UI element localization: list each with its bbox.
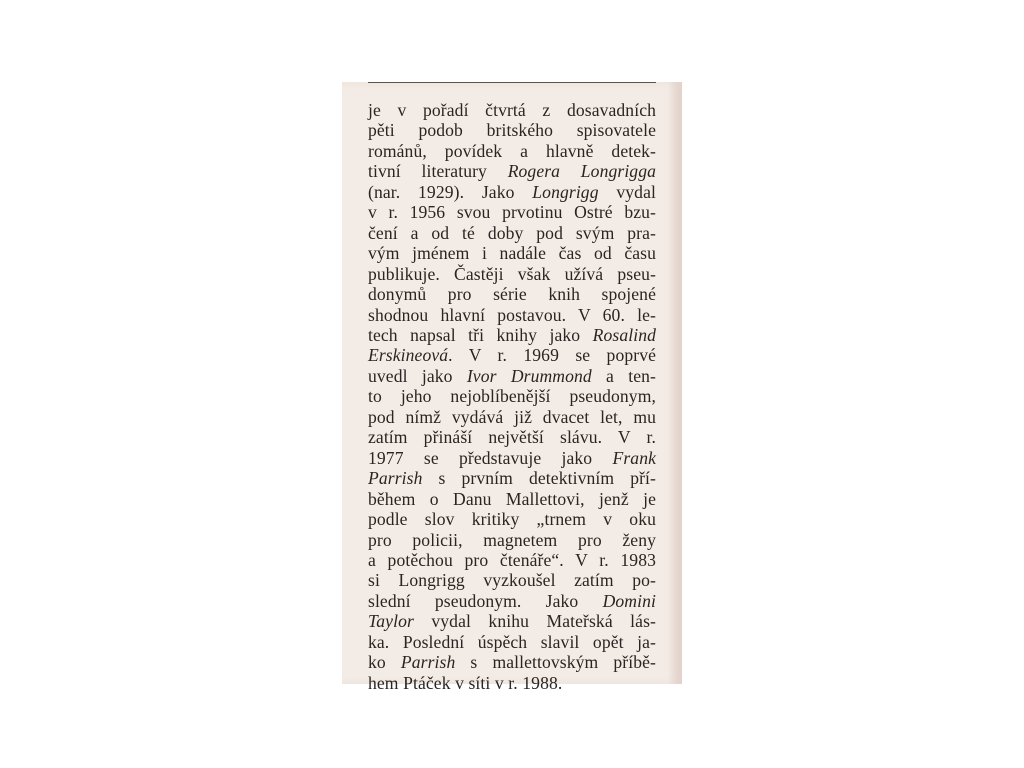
text-line: tech napsal tři knihy jako Rosalind [368,324,656,345]
text-line: hem Ptáček v síti v r. 1988. [368,672,563,693]
text-line: uvedl jako Ivor Drummond a ten- [368,365,656,386]
text-line: během o Danu Mallettovi, jenž je [368,488,656,509]
top-rule [368,82,656,83]
text-line: shodnou hlavní postavou. V 60. le- [368,304,656,325]
text-line: publikuje. Častěji však užívá pseu- [368,263,656,284]
text-line: tivní literatury Rogera Longrigga [368,161,656,182]
text-line: Parrish s prvním detektivním pří- [368,468,656,489]
text-line: 1977 se představuje jako Frank [368,447,656,468]
text-line: ko Parrish s mallettovským příbě- [368,652,656,673]
text-line: si Longrigg vyzkoušel zatím po- [368,570,656,591]
text-line: to jeho nejoblíbenější pseudonym, [368,386,656,407]
text-line: slední pseudonym. Jako Domini [368,590,656,611]
text-line: čení a od té doby pod svým pra- [368,222,656,243]
text-line: podle slov kritiky „trnem v oku [368,509,656,530]
text-line: vým jménem i nadále čas od času [368,243,656,264]
page-edge [668,82,682,684]
text-line: v r. 1956 svou prvotinu Ostré bzu- [368,202,656,223]
text-line: zatím přináší největší slávu. V r. [368,427,656,448]
text-line: donymů pro série knih spojené [368,284,656,305]
book-page [342,82,682,693]
text-line: Erskineová. V r. 1969 se poprvé [368,345,656,366]
text-line: (nar. 1929). Jako Longrigg vydal [368,181,656,202]
text-line: a potěchou pro čtenáře“. V r. 1983 [368,549,656,570]
text-line: Taylor vydal knihu Mateřská lás- [368,611,656,632]
text-line: románů, povídek a hlavně detek- [368,140,656,161]
text-line: ka. Poslední úspěch slavil opět ja- [368,631,656,652]
body-text [368,100,656,693]
text-line: je v pořadí čtvrtá z dosavadních [368,100,656,120]
text-line: pěti podob britského spisovatele [368,120,656,141]
text-line: pro policii, magnetem pro ženy [368,529,656,550]
text-line: pod nímž vydává již dvacet let, mu [368,406,656,427]
